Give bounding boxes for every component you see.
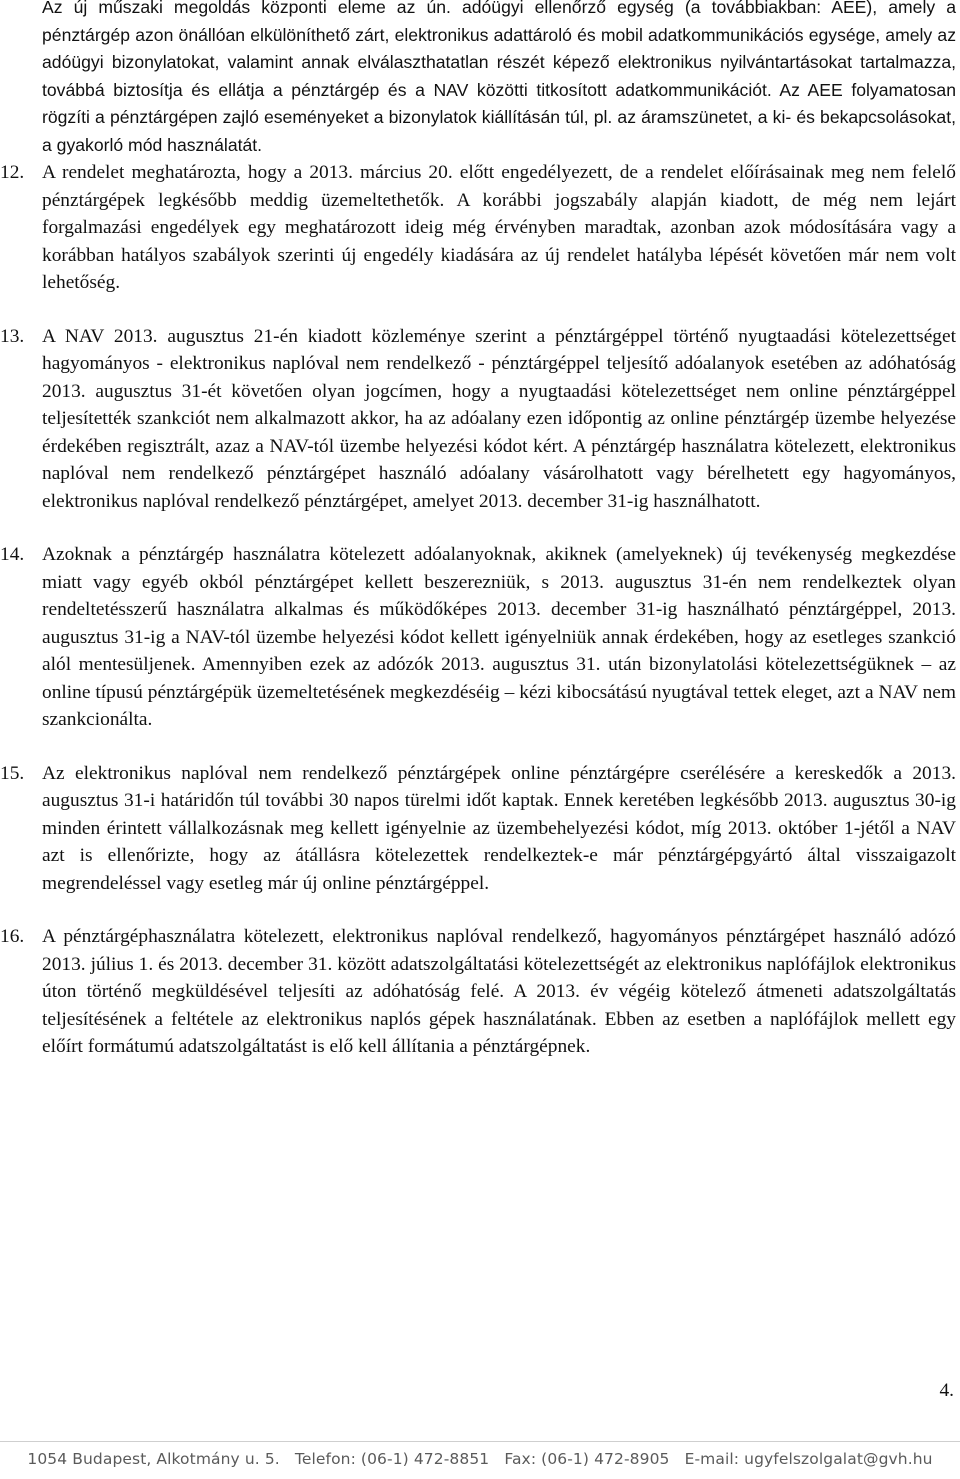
list-item-14	[0, 541, 956, 734]
list-item-number: 15.	[0, 762, 25, 784]
list-item-text: Azoknak a pénztárgép használatra kötelezett adóalanyoknak, akiknek (amelyeknek) új tevékenység megkezdése miatt vagy egyéb okból pénztárgépet kellett beszerezniük, s 2013. augusztus 31-én nem rendelkeztek olyan rendeltetésszerű használatra alkalmas és működőképes 2013. december 31-ig használható pénztárgéppel, 2013. augusztus 31-ig a NAV-tól üzembe helyezési kódot kellett igényelniük annak érdekében, hogy az esetleges szankció alól mentesüljenek. Amennyiben ezek az adózók 2013. augusztus 31. után bizonylatolási kötelezettségüknek – az online típusú pénztárgépük üzemeltetésének megkezdéséig – kézi kibocsátású nyugtával tettek eleget, azt a NAV nem szankcionálta.	[42, 544, 956, 730]
list-item-number: 12.	[0, 162, 25, 183]
list-item-text: A pénztárgéphasználatra kötelezett, elektronikus naplóval rendelkező, hagyományos pénztárgépet használó adózó 2013. július 1. és 2013. december 31. között adatszolgáltatási kötelezettségét az elektronikus naplófájlok elektronikus úton történő megküldésével teljesíti az adóhatóság felé. A 2013. év végéig kötelező átmeneti adatszolgáltatás teljesítésének a feltétele az elektronikus naplós gépek használatának. Ebben az esetben a naplófájlok mellett egy előírt formátumú adatszolgáltatást is elő kell állítania a pénztárgépnek.	[42, 926, 956, 1057]
intro-text: Az új műszaki megoldás központi eleme az ún. adóügyi ellenőrző egység (a továbbiakban: AEE), amely a pénztárgép azon önállóan elkülöníthető zárt, elektronikus adattároló és mobil adatkommunikációs egysége, amely az adóügyi bizonylatokat, valamint annak elválaszthatatlan részét képező elektronikus nyilvántartásokat tartalmazza, továbbá biztosítja és ellátja a pénztárgép és a NAV közötti titkosított adatkommunikációt. Az AEE folyamatosan rögzíti a pénztárgépen zajló eseményeket a bizonylatok kiállításán túl, pl. az áramszünetet, a ki- és bekapcsolásokat, a gyakorló mód használatát.	[42, 0, 956, 155]
footer-phone: Telefon: (06-1) 472-8851	[294, 1450, 490, 1468]
list-item-number: 14.	[0, 544, 25, 565]
list-item-text: A rendelet meghatározta, hogy a 2013. március 20. előtt engedélyezett, de a rendelet előírásainak meg nem felelő pénztárgépek legkésőbb meddig üzemeltethetők. A korábbi jogszabály alapján kiadott, de még nem lejárt forgalmazási engedélyek egy meghatározott ideig még érvényben maradtak, azonban azok módosítására vagy a korábban hatályos szabályok szerinti új engedély kiadására az új rendelet hatályba lépését követően már nem volt lehetőség.	[42, 162, 956, 293]
list-item-number: 13.	[0, 325, 25, 347]
list-item-16	[0, 923, 956, 1061]
page-footer	[0, 1450, 960, 1468]
intro-paragraph	[42, 0, 956, 159]
footer-email: E-mail: ugyfelszolgalat@gvh.hu	[684, 1450, 933, 1468]
list-item-12	[0, 159, 956, 297]
list-item-number: 16.	[0, 926, 25, 947]
list-item-text: A NAV 2013. augusztus 21-én kiadott közleménye szerint a pénztárgéppel történő nyugtaadási kötelezettséget hagyományos - elektronikus naplóval nem rendelkező - pénztárgéppel teljesítő adóalanyok esetében az adóhatóság 2013. augusztus 31-ét követően olyan jogcímen, hogy a nyugtaadási kötelezettséget nem online pénztárgéppel teljesítették szankciót nem alkalmazott akkor, ha az adóalany ezen időpontig az online pénztárgép üzembe helyezése érdekében regisztrált, azaz a NAV-tól üzembe helyezési kódot kért. A pénztárgép használatra kötelezett, elektronikus naplóval nem rendelkező pénztárgépet használó adóalany vásárolhatott vagy bérelhetett egy hagyományos, elektronikus naplóval rendelkező pénztárgépet, amelyet 2013. december 31-ig használhatott.	[42, 325, 956, 512]
page-number: 4.	[939, 1380, 954, 1401]
list-item-text: Az elektronikus naplóval nem rendelkező pénztárgépek online pénztárgépre cserélésére a kereskedők a 2013. augusztus 31-i határidőn túl további 30 napos türelmi időt kaptak. Ennek keretében legkésőbb 2013. augusztus 30-ig minden érintett vállalkozásnak meg kellett igényelnie az üzembehelyezési kódot, míg 2013. október 1-jétől a NAV azt is ellenőrizte, hogy az átállásra kötelezettek rendelkeztek-e már pénztárgépgyártó által visszaigazolt megrendeléssel vagy esetleg már új online pénztárgéppel.	[42, 762, 956, 894]
list-item-13	[0, 323, 956, 516]
footer-divider	[0, 1441, 960, 1442]
footer-address: 1054 Budapest, Alkotmány u. 5.	[27, 1450, 280, 1468]
list-item-15	[0, 760, 956, 898]
footer-fax: Fax: (06-1) 472-8905	[504, 1450, 670, 1468]
